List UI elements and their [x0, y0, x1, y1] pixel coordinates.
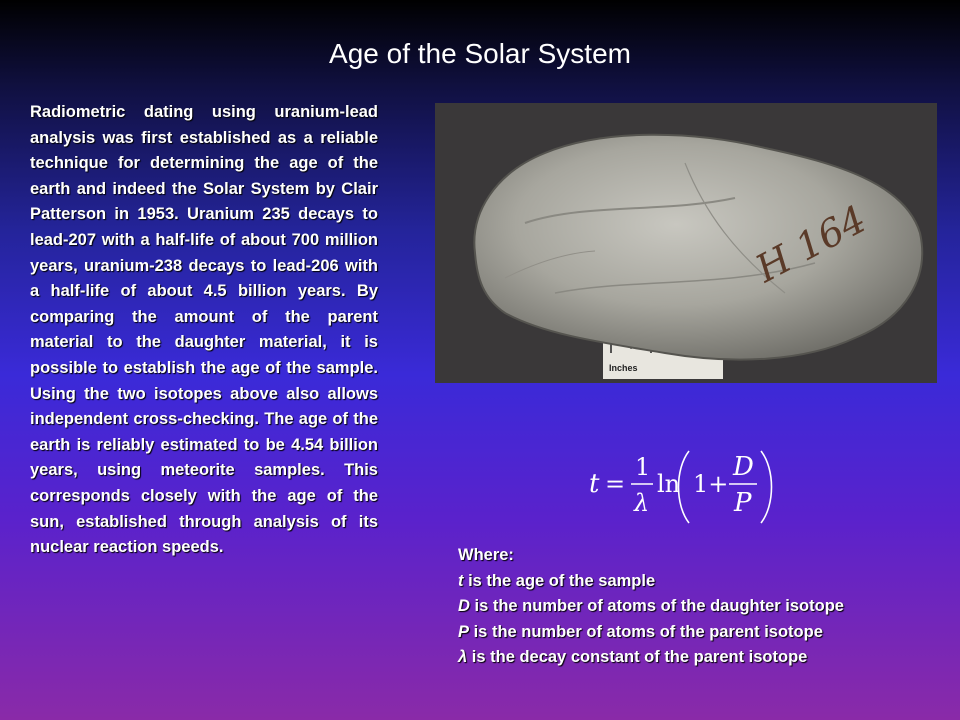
formula-one-plus: 1+: [693, 470, 729, 498]
rock-marking: H 164: [748, 196, 874, 291]
formula-equals: =: [605, 470, 626, 498]
formula-lambda: λ: [634, 489, 650, 517]
where-text: is the decay constant of the parent isotope: [467, 648, 808, 667]
where-item-t: [458, 569, 938, 595]
where-symbol: P: [458, 622, 470, 641]
where-symbol: D: [458, 597, 470, 616]
right-paren: [761, 451, 772, 523]
where-text: is the age of the sample: [463, 571, 656, 590]
rock-illustration: [435, 103, 937, 383]
formula-ln: ln: [657, 470, 681, 498]
formula-lhs: t: [589, 469, 600, 499]
formula-D: D: [733, 452, 754, 482]
where-item-lambda: [458, 645, 938, 671]
formula-numerator-one: 1: [635, 453, 651, 481]
where-legend: [458, 543, 938, 671]
where-symbol: t: [458, 571, 464, 590]
where-text: is the number of atoms of the daughter isotope: [469, 597, 844, 616]
formula: [587, 447, 777, 527]
slide-title: Age of the Solar System: [329, 38, 631, 69]
where-symbol: λ: [458, 648, 468, 667]
where-item-d: [458, 594, 938, 620]
body-paragraph: Radiometric dating using uranium-lead analysis was first established as a reliable technique for determining the age of the earth and indeed the Solar System by Clair Patterson in 1953. Uranium 235 decays to lead-207 with a half-life of about 700 million years, uranium-238 decays to lead-206 with a half-life of about 4.5 billion years. By comparing the amount of the parent material to the daughter material, it is possible to establish the age of the sample. Using the two isotopes above also allows independent cross-checking. The age of the earth is reliably estimated to be 4.54 billion years, using meteorite samples. This corresponds closely with the age of the sun, established through analysis of its nuclear reaction speeds.: [30, 103, 378, 557]
formula-P: P: [734, 488, 752, 518]
where-heading: Where:: [458, 546, 514, 564]
rock-photo: [435, 103, 937, 383]
formula-graphic: [587, 447, 777, 527]
where-item-p: [458, 620, 938, 646]
where-text: is the number of atoms of the parent isotope: [469, 622, 823, 641]
ruler-label: Inches: [609, 363, 638, 373]
